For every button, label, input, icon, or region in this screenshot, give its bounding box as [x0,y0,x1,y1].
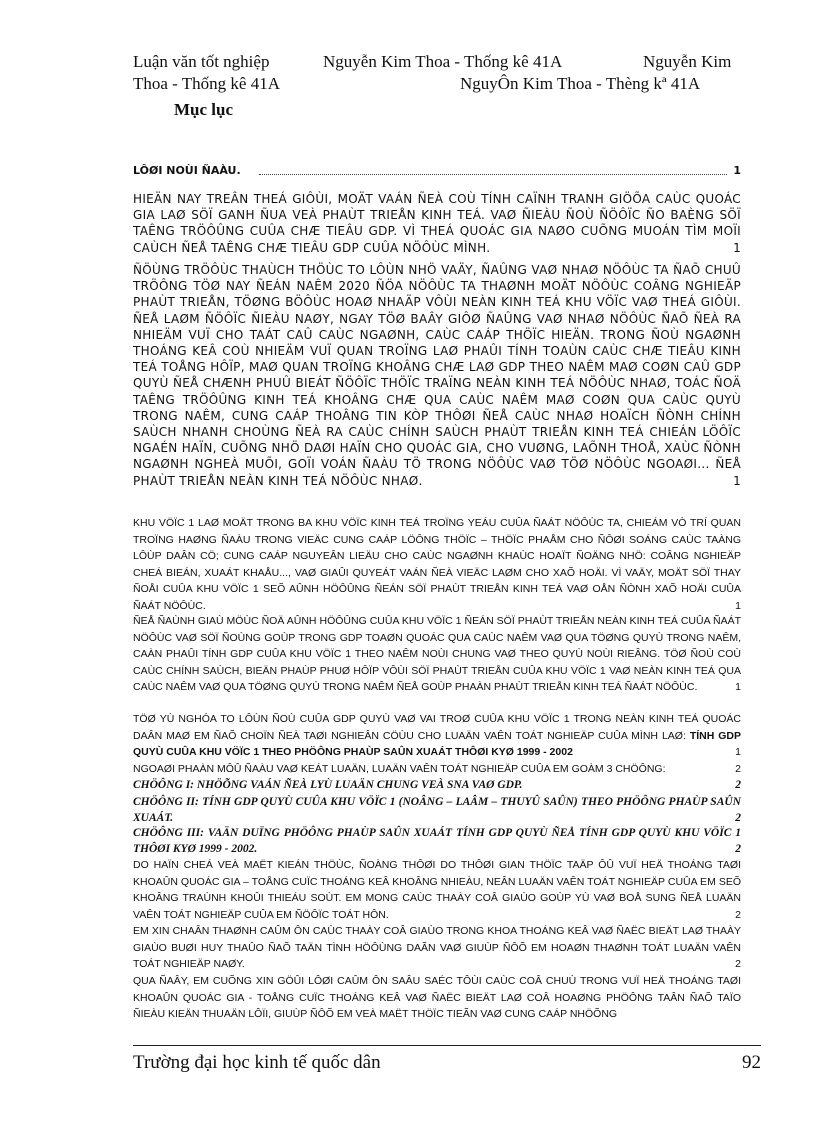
toc-entry-text: HIEÄN NAY TREÂN THEÁ GIÔÙI, MOÄT VAÁN ÑEÀ COÙ TÍNH CAÏNH TRANH GIÖÕA CAÙC QUOÁC GIA LAØ SÖÏ GANH ÑUA VEÀ PHAÙT TRIEÅN KINH TEÁ. VAØ ÑIEÀU ÑOÙ ÑÖÔÏC ÑO BAÈNG SÖÏ TAÊNG TRÖÔÛNG CUÛA CHÆ TIEÂU GDP. VÌ THEÁ QUOÁC GIA NAØO CUÕNG MUOÁN TÌM MOÏI CAÙCH ÑEÅ TAÊNG CHÆ TIEÂU GDP CUÛA NÖÔÙC MÌNH. [133,192,741,255]
toc-entry-text: CHÖÔNG I: NHÖÕNG VAÁN ÑEÀ LYÙ LUAÄN CHUNG VEÀ SNA VAØ GDP. [133,779,523,791]
toc-page-number: 1 [733,744,741,761]
toc-page-number: 2 [733,778,741,794]
toc-entry-text: ÑÖÙNG TRÖÔÙC THAÙCH THÖÙC TO LÔÙN NHÖ VAÄY, ÑAÛNG VAØ NHAØ NÖÔÙC TA ÑAÕ CHUÛ TRÖÔNG TÖØ NAY ÑEÁN NAÊM 2020 ÑÖA NÖÔÙC TA THAØNH MOÄT NÖÔÙC COÂNG NGHIEÄP PHAÙT TRIEÅN, TÖØNG BÖÔÙC HOAØ NHAÄP VÔÙI NEÀN KINH TEÁ KHU VÖÏC VAØ THEÁ GIÔÙI. ÑEÅ LAØM ÑÖÔÏC ÑIEÀU NAØY, NGAY TÖØ BAÂY GIÔØ ÑAÛNG VAØ NHAØ NÖÔÙC ÑAÕ ÑEÀ RA NHIEÄM VUÏ CHO TAÁT CAÛ CAÙC NGAØNH, CAÙC CAÁP THÖÏC HIEÄN. TRONG ÑOÙ NGAØNH THOÁNG KEÂ COÙ NHIEÄM VUÏ QUAN TROÏNG LAØ PHAÛI TÍNH TOAÙN CAÙC CHÆ TIEÂU KINH TEÁ TOÅNG HÔÏP, MAØ QUAN TROÏNG KHOÂNG CHÆ LAØ GDP THEO NAÊM MAØ COØN CAÛ GDP QUYÙ ÑEÅ CHÆNH PHUÛ BIEÁT ÑÖÔÏC THÖÏC TRAÏNG NEÀN KINH TEÁ NÖÔÙC NHAØ, TOÁC ÑOÄ TAÊNG TRÖÔÛNG KINH TEÁ KHOÂNG CHÆ QUA CAÙC NAÊM MAØ COØN QUA CAÙC QUYÙ TRONG NAÊM, CUNG CAÁP THOÂNG TIN KÒP THÔØI ÑEÅ CAÙC NHAØ HOAÏCH ÑÒNH CHÍNH SAÙCH NHANH CHOÙNG ÑEÀ RA CAÙC CHÍNH SAÙCH PHAÙT TRIEÅN KINH TEÁ CHIEÁN LÖÔÏC NGAÉN HAÏN, CUÕNG NHÖ DAØI HAÏN CHO QUOÁC GIA, CHO VUØNG, LAÕNH THOÅ, XAÙC ÑÒNH NGAØNH NGHEÀ MUÕI, GOÏI VOÁN ÑAÀU TÖ TRONG NÖÔÙC VAØ TÖØ NÖÔÙC NGOAØI... ÑEÅ PHAÙT TRIEÅN NEÀN KINH TEÁ NÖÔÙC NHAØ. [133,263,741,488]
toc-entry-text: CHÖÔNG III: VAÄN DUÏNG PHÖÔNG PHAÙP SAÛN XUAÁT TÍNH GDP QUYÙ ÑEÅ TÍNH GDP QUYÙ KHU VÖÏC 1 THÔØI KYØ 1999 - 2002. [133,827,741,855]
toc-page-number: 1 [733,240,741,255]
toc-page-number: 1 [733,164,741,177]
toc-page-number: 2 [733,907,741,924]
toc-entry-text: EM XIN CHAÂN THAØNH CAÛM ÔN CAÙC THAÀY COÂ GIAÙO TRONG KHOA THOÁNG KEÂ VAØ ÑAËC BIEÄT LAØ THAÀY GIAÙO BUØI HUY THAÛO ÑAÕ TAÄN TÌNH HÖÔÙNG DAÃN VAØ GIUÙP ÑÔÕ EM HOAØN THAØNH TOÁT LUAÄN VAÊN TOÁT NGHIEÄP NAØY. [133,925,741,971]
toc-page-number: 1 [733,598,741,615]
toc-entry[interactable] [133,163,741,179]
toc-entry[interactable] [133,795,741,827]
header-author-wrap: Nguyễn Kim [643,52,732,71]
toc-entry-title: TÍNH GDP QUYÙ CUÛA KHU VÖÏC 1 THEO PHÖÔNG PHAÙP SAÛN XUAÁT THÔØI KYØ 1999 - 2002 [133,729,741,759]
toc-page-number: 1 [733,473,741,488]
toc-entry-text: QUA ÑAÂY, EM CUÕNG XIN GÖÛI LÔØI CAÛM ÔN SAÂU SAÉC TÔÙI CAÙC COÂ CHUÙ TRONG VUÏ HEÄ THOÁNG TAØI KHOAÛN QUOÁC GIA - TOÅNG CUÏC THOÁNG KEÂ VAØ ÑAËC BIEÄT LAØ COÂ HOAØNG PHÖÔNG TAÂN ÑAÕ TAÏO ÑIEÀU KIEÄN THUAÄN LÔÏI, GIUÙP ÑÔÕ EM VEÀ MAËT THÖÏC TIEÃN VAØ CUNG CAÁP NHÖÕNG [133,975,741,1021]
toc-entry[interactable] [133,515,741,615]
dot-leader [259,174,727,175]
header-thesis-label: Luận văn tốt nghiệp [133,52,270,71]
toc-entry[interactable] [133,711,741,761]
toc-entry[interactable] [133,923,741,973]
toc-page-number: 2 [733,842,741,858]
page-title: Mục lục [174,100,234,119]
running-header-line-1 [133,52,732,72]
toc-entry-text: CHÖÔNG II: TÍNH GDP QUYÙ CUÛA KHU VÖÏC 1 (NOÂNG – LAÂM – THUYÛ SAÛN) THEO PHÖÔNG PHAÙP SAÛN XUAÁT. [133,796,741,824]
toc-entry[interactable] [133,857,741,923]
toc-entry-text: ÑEÅ ÑAÙNH GIAÙ MÖÙC ÑOÄ AÛNH HÖÔÛNG CUÛA KHU VÖÏC 1 ÑEÁN SÖÏ PHAÙT TRIEÅN NEÀN KINH TEÁ CUÛA ÑAÁT NÖÔÙC VAØ SÖÏ ÑOÙNG GOÙP TRONG GDP TOAØN QUOÁC QUA CAÙC NAÊM VAØ QUA TÖØNG QUYÙ TRONG NAÊM, CAÀN PHAÛI TÍNH GDP CUÛA KHU VÖÏC 1 THEO NAÊM NOÙI CHUNG VAØ THEO QUYÙ NOÙI RIEÂNG. TÖØ ÑOÙ COÙ CAÙC CHÍNH SAÙCH, BIEÄN PHAÙP PHUØ HÔÏP VÔÙI SÖÏ PHAÙT TRIEÅN CUÛA KHU VÖÏC 1 VAØ NEÀN KINH TEÁ QUA CAÙC NAÊM VAØ QUA TÖØNG QUYÙ TRONG NAÊM ÑEÅ GOÙP PHAÀN PHAÙT TRIEÅN KINH TEÁ ÑAÁT NÖÔÙC. [133,615,741,694]
page-footer [133,1045,761,1073]
toc-page-number: 2 [733,956,741,973]
footer-page-number: 92 [742,1052,761,1073]
running-header-line-2 [133,74,701,94]
toc-entry[interactable] [133,973,741,1023]
toc-page-number: 1 [733,679,741,696]
toc-entry-text: TÖØ YÙ NGHÓA TO LÔÙN ÑOÙ CUÛA GDP QUYÙ VAØ VAI TROØ CUÛA KHU VÖÏC 1 TRONG NEÀN KINH TEÁ QUOÁC DAÂN MAØ EM ÑAÕ CHOÏN ÑEÀ TAØI NGHIEÂN CÖÙU CHO LUAÄN VAÊN TOÁT NGHIEÄP CUÛA MÌNH LAØ: [133,713,741,742]
header-author: Nguyễn Kim Thoa - Thống kê 41A [323,52,563,71]
toc-entry[interactable] [133,778,741,794]
footer-institution: Trường đại học kinh tế quốc dân [133,1052,381,1073]
toc-entry[interactable] [133,826,741,858]
toc-entry-text: LÔØI NOÙI ÑAÀU. [133,164,241,177]
toc-entry[interactable] [133,613,741,696]
toc-entry[interactable] [133,262,741,489]
header-author-legacy: NguyÔn Kim Thoa - Thèng kª 41A [460,74,701,93]
toc-page-number: 2 [733,761,741,778]
toc-entry-text: DO HAÏN CHEÁ VEÀ MAËT KIEÁN THÖÙC, ÑOÀNG THÔØI DO THÔØI GIAN THÖÏC TAÄP ÔÛ VUÏ HEÄ THOÁNG TAØI KHOAÛN QUOÁC GIA – TOÅNG CUÏC THOÁNG KEÂ KHOÂNG NHIEÀU, NEÂN LUAÄN VAÊN TOÁT NGHIEÄP CUÛA EM SEÕ KHOÂNG TRAÙNH KHOÛI THIEÁU SOÙT. EM MONG CAÙC THAÀY COÂ GIAÙO GOÙP YÙ VAØ BOÅ SUNG ÑEÅ LUAÄN VAÊN TOÁT NGHIEÄP CUÛA EM ÑÖÔÏC TOÁT HÔN. [133,859,741,921]
toc-entry[interactable] [133,191,741,256]
toc-entry-text: NGOAØI PHAÀN MÔÛ ÑAÀU VAØ KEÁT LUAÄN, LUAÄN VAÊN TOÁT NGHIEÄP CUÛA EM GOÀM 3 CHÖÔNG: [133,763,666,775]
toc-entry[interactable] [133,761,741,778]
header-author-wrap-2: Thoa - Thống kê 41A [133,74,280,93]
toc-page-number: 2 [733,811,741,827]
toc-entry-text: KHU VÖÏC 1 LAØ MOÄT TRONG BA KHU VÖÏC KINH TEÁ TROÏNG YEÁU CUÛA ÑAÁT NÖÔÙC TA, CHIEÁM VÒ TRÍ QUAN TROÏNG HAØNG ÑAÀU TRONG VIEÄC CUNG CAÁP LÖÔNG THÖÏC – THÖÏC PHAÅM CHO ÑÔØI SOÁNG CAÙC TAÀNG LÔÙP DAÂN CÖ; CUNG CAÁP NGUYEÂN LIEÄU CHO CAÙC NGAØNH KHAÙC HOAÏT ÑOÄNG NHÖ: COÂNG NGHIEÄP CHEÁ BIEÁN, XUAÁT KHAÅU..., VAØ GIAÛI QUYEÁT VAÁN ÑEÀ VIEÄC LAØM CHO XAÕ HOÄI. VÌ VAÄY, MOÄT SÖÏ THAY ÑOÅI CUÛA KHU VÖÏC 1 SEÕ AÛNH HÖÔÛNG ÑEÁN SÖÏ PHAÙT TRIEÅN KINH TEÁ VAØ OÅN ÑÒNH XAÕ HOÄI CUÛA ÑAÁT NÖÔÙC. [133,517,741,612]
